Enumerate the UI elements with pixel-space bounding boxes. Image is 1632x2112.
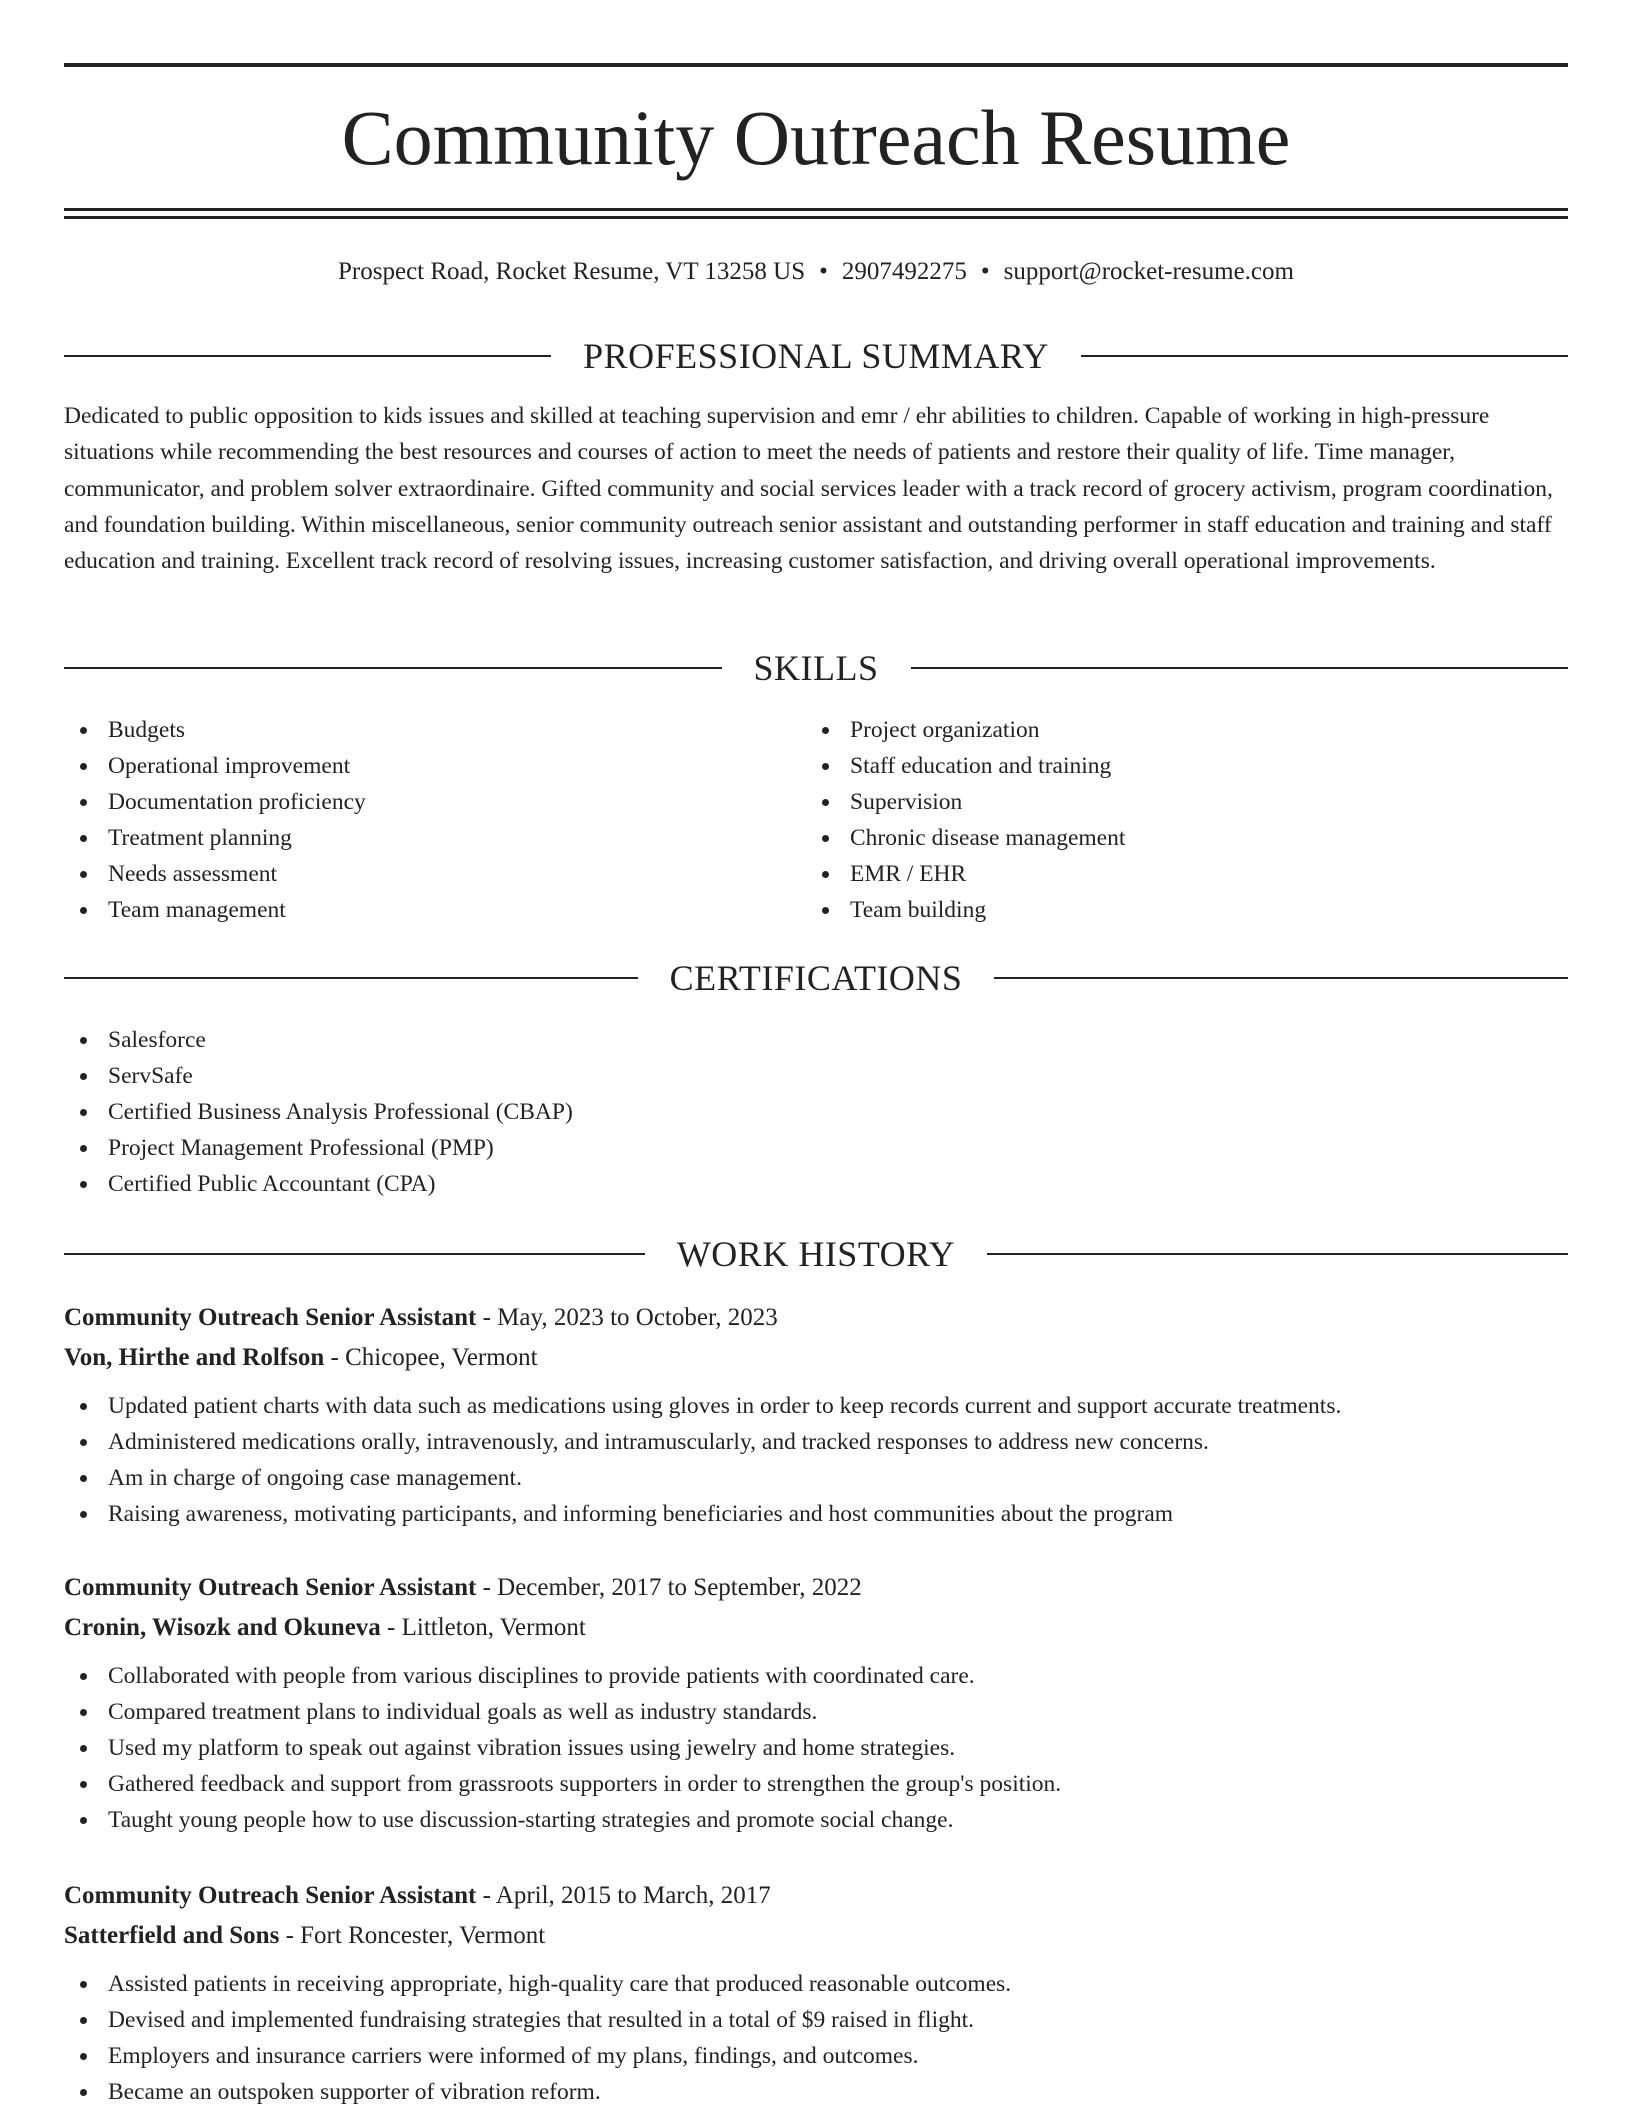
section-title-certifications: CERTIFICATIONS	[669, 958, 963, 998]
job-bullet-list	[64, 1658, 1568, 1838]
list-item: Certified Business Analysis Professional (CBAP)	[64, 1094, 1568, 1130]
job-dates: - April, 2015 to March, 2017	[476, 1882, 771, 1909]
job-entry	[64, 1568, 1568, 1838]
list-item: Staff education and training	[806, 748, 1506, 784]
section-rule-left	[64, 1253, 645, 1255]
contact-phone: 2907492275	[841, 258, 967, 285]
job-title: Community Outreach Senior Assistant	[64, 1304, 477, 1331]
job-title-line	[64, 1568, 1568, 1608]
contact-email: support@rocket-resume.com	[1003, 258, 1294, 285]
section-title-skills: SKILLS	[753, 648, 879, 688]
section-rule-left	[64, 667, 722, 669]
section-rule-right	[987, 1253, 1568, 1255]
job-entry	[64, 1298, 1568, 1532]
list-item: EMR / EHR	[806, 856, 1506, 892]
job-dates: - May, 2023 to October, 2023	[476, 1304, 778, 1331]
title-rule-lower	[64, 216, 1568, 219]
section-header-summary	[64, 334, 1568, 378]
skills-list-left	[64, 712, 764, 928]
job-dates: - December, 2017 to September, 2022	[476, 1574, 862, 1601]
job-company-line	[64, 1608, 1568, 1648]
top-rule	[64, 63, 1568, 67]
list-item: Am in charge of ongoing case management.	[64, 1460, 1568, 1496]
section-rule-left	[64, 355, 551, 357]
job-title-line	[64, 1876, 1568, 1916]
section-rule-right	[911, 667, 1569, 669]
contact-separator: •	[980, 258, 990, 285]
list-item: Collaborated with people from various disciplines to provide patients with coordinated care.	[64, 1658, 1568, 1694]
section-title-summary: PROFESSIONAL SUMMARY	[583, 336, 1049, 376]
job-company: Von, Hirthe and Rolfson	[64, 1344, 325, 1371]
list-item: Team management	[64, 892, 764, 928]
list-item: Needs assessment	[64, 856, 764, 892]
list-item: Budgets	[64, 712, 764, 748]
certifications-block	[64, 1022, 1568, 1202]
list-item: ServSafe	[64, 1058, 1568, 1094]
summary-paragraph: Dedicated to public opposition to kids issues and skilled at teaching supervision and emr / ehr abilities to children. Capable of working in high-pressure situations while recommending the best resources and courses of action to meet the needs of patients and restore their quality of life. Time manager, communicator, and problem solver extraordinaire. Gifted community and social services leader with a track record of grocery activism, program coordination, and foundation building. Within miscellaneous, senior community outreach senior assistant and outstanding performer in staff education and training and staff education and training. Excellent track record of resolving issues, increasing customer satisfaction, and driving overall operational improvements.	[64, 403, 1553, 575]
section-header-work	[64, 1232, 1568, 1276]
certifications-list	[64, 1022, 1568, 1202]
page-title: Community Outreach Resume	[341, 94, 1291, 181]
skills-list-right	[806, 712, 1506, 928]
skills-column-right	[806, 712, 1506, 928]
list-item: Assisted patients in receiving appropriate, high-quality care that produced reasonable outcomes.	[64, 1966, 1568, 2002]
job-company-line	[64, 1916, 1568, 1956]
list-item: Supervision	[806, 784, 1506, 820]
list-item: Documentation proficiency	[64, 784, 764, 820]
section-title-work: WORK HISTORY	[676, 1234, 956, 1274]
list-item: Project organization	[806, 712, 1506, 748]
job-company: Satterfield and Sons	[64, 1922, 280, 1949]
list-item: Raising awareness, motivating participants, and informing beneficiaries and host communities about the program	[64, 1496, 1568, 1532]
job-location: - Littleton, Vermont	[380, 1614, 586, 1641]
list-item: Team building	[806, 892, 1506, 928]
list-item: Devised and implemented fundraising strategies that resulted in a total of $9 raised in flight.	[64, 2002, 1568, 2038]
contact-address: Prospect Road, Rocket Resume, VT 13258 US	[338, 258, 806, 285]
list-item: Chronic disease management	[806, 820, 1506, 856]
contact-line	[64, 254, 1568, 290]
section-rule-left	[64, 977, 638, 979]
list-item: Operational improvement	[64, 748, 764, 784]
list-item: Taught young people how to use discussion-starting strategies and promote social change.	[64, 1802, 1568, 1838]
job-bullet-list	[64, 1966, 1568, 2110]
list-item: Salesforce	[64, 1022, 1568, 1058]
list-item: Became an outspoken supporter of vibration reform.	[64, 2074, 1568, 2110]
job-bullet-list	[64, 1388, 1568, 1532]
list-item: Certified Public Accountant (CPA)	[64, 1166, 1568, 1202]
title-rule-upper	[64, 208, 1568, 211]
list-item: Compared treatment plans to individual goals as well as industry standards.	[64, 1694, 1568, 1730]
contact-separator: •	[819, 258, 828, 285]
list-item: Used my platform to speak out against vibration issues using jewelry and home strategies.	[64, 1730, 1568, 1766]
section-rule-right	[994, 977, 1568, 979]
list-item: Updated patient charts with data such as medications using gloves in order to keep records current and support accurate treatments.	[64, 1388, 1568, 1424]
job-company: Cronin, Wisozk and Okuneva	[64, 1614, 381, 1641]
job-title: Community Outreach Senior Assistant	[64, 1574, 477, 1601]
job-entry	[64, 1876, 1568, 2110]
job-title: Community Outreach Senior Assistant	[64, 1882, 477, 1909]
section-rule-right	[1081, 355, 1568, 357]
job-company-line	[64, 1338, 1568, 1378]
list-item: Treatment planning	[64, 820, 764, 856]
list-item: Gathered feedback and support from grassroots supporters in order to strengthen the group's position.	[64, 1766, 1568, 1802]
job-title-line	[64, 1298, 1568, 1338]
list-item: Administered medications orally, intravenously, and intramuscularly, and tracked responses to address new concerns.	[64, 1424, 1568, 1460]
section-header-certifications	[64, 956, 1568, 1000]
job-location: - Chicopee, Vermont	[324, 1344, 538, 1371]
skills-column-left	[64, 712, 764, 928]
list-item: Project Management Professional (PMP)	[64, 1130, 1568, 1166]
list-item: Employers and insurance carriers were informed of my plans, findings, and outcomes.	[64, 2038, 1568, 2074]
section-header-skills	[64, 646, 1568, 690]
job-location: - Fort Roncester, Vermont	[279, 1922, 546, 1949]
